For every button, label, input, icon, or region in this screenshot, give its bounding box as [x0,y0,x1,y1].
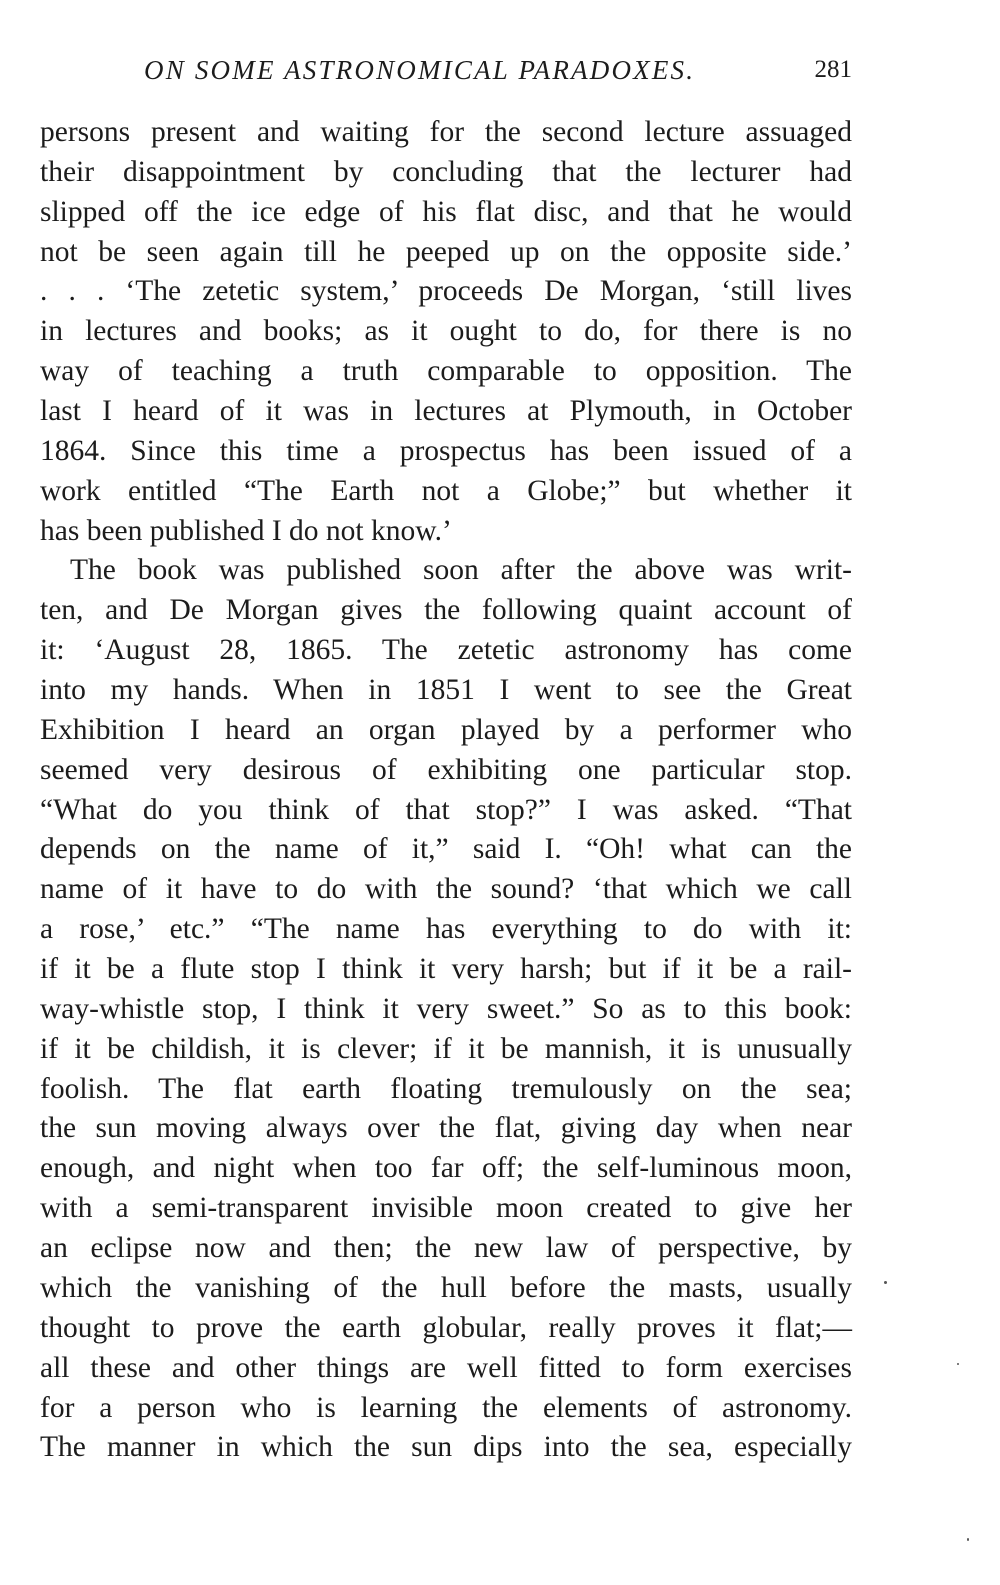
text-line: the sun moving always over the flat, giving day when near [40,1112,852,1145]
text-line: work entitled “The Earth not a Globe;” but whether it [40,474,852,507]
body-text [40,113,852,1468]
text-line: which the vanishing of the hull before the masts, usually [40,1271,852,1304]
text-line: “What do you think of that stop?” I was asked. “That [40,793,852,826]
text-line: seemed very desirous of exhibiting one particular stop. [40,753,852,786]
text-line: ten, and De Morgan gives the following quaint account of [40,594,852,627]
text-line: their disappointment by concluding that the lecturer had [40,155,852,188]
print-speck [967,1538,969,1541]
text-line: enough, and night when too far off; the self-luminous moon, [40,1152,852,1185]
text-line: with a semi-transparent invisible moon created to give her [40,1192,852,1225]
text-line: a rose,’ etc.” “The name has everything to do with it: [40,913,852,946]
text-line: thought to prove the earth globular, really proves it flat;— [40,1311,852,1344]
text-line: name of it have to do with the sound? ‘that which we call [40,873,852,906]
text-line: an eclipse now and then; the new law of perspective, by [40,1232,852,1265]
text-line: last I heard of it was in lectures at Plymouth, in October [40,395,852,428]
paragraph-continued [40,113,852,551]
running-title: ON SOME ASTRONOMICAL PARADOXES. [144,55,696,85]
text-line: slipped off the ice edge of his flat disc, and that he would [40,195,852,228]
text-line: it: ‘August 28, 1865. The zetetic astronomy has come [40,634,852,667]
text-line: in lectures and books; as it ought to do, for there is no [40,315,852,348]
text-line: The book was published soon after the above was writ- [70,554,852,587]
text-line: Exhibition I heard an organ played by a performer who [40,713,852,746]
text-line: for a person who is learning the elements of astronomy. [40,1391,852,1424]
text-line: if it be childish, it is clever; if it be mannish, it is unusually [40,1032,852,1065]
text-line: persons present and waiting for the second lecture assuaged [40,116,852,148]
paragraph-new [40,551,852,1468]
page-number: 281 [814,56,852,83]
print-speck [884,1281,887,1284]
print-speck [957,1363,959,1365]
text-line: into my hands. When in 1851 I went to see the Great [40,674,852,707]
text-line: The manner in which the sun dips into the sea, especially [40,1431,852,1464]
text-line: not be seen again till he peeped up on the opposite side.’ [40,235,852,268]
text-line: has been published I do not know.’ [40,514,452,547]
text-line: . . . ‘The zetetic system,’ proceeds De Morgan, ‘still lives [40,275,852,308]
text-line: all these and other things are well fitted to form exercises [40,1351,852,1384]
text-line: depends on the name of it,” said I. “Oh! what can the [40,833,852,866]
text-line: if it be a flute stop I think it very harsh; but if it be a rail- [40,953,852,986]
text-line: 1864. Since this time a prospectus has been issued of a [40,434,852,467]
running-head [40,50,852,90]
text-line: foolish. The flat earth floating tremulously on the sea; [40,1072,852,1105]
text-line: way of teaching a truth comparable to opposition. The [40,355,852,388]
text-line: way-whistle stop, I think it very sweet.” So as to this book: [40,992,852,1025]
